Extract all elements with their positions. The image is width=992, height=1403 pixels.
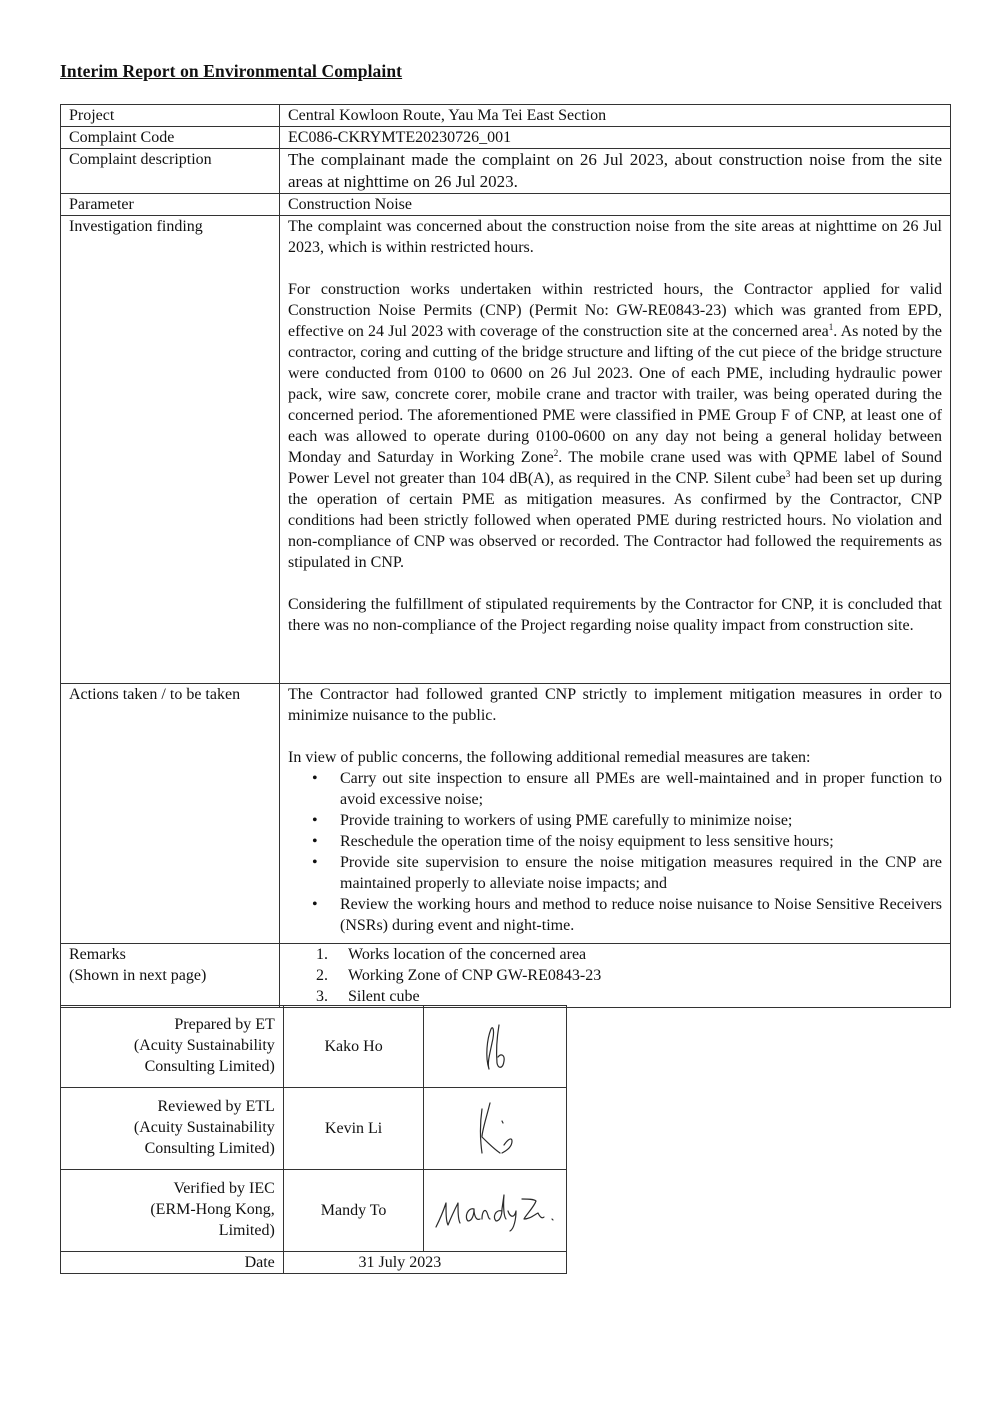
list-item (288, 944, 942, 965)
list-item (288, 894, 942, 936)
measure-text: Reschedule the operation time of the noisy equipment to less sensitive hours; (340, 833, 834, 850)
list-item (288, 852, 942, 894)
row-parameter (61, 194, 951, 216)
investigation-finding-value (280, 216, 951, 684)
list-item (288, 831, 942, 852)
list-item (288, 768, 942, 810)
bullet-icon: • (312, 833, 318, 850)
role-line: (ERM-Hong Kong, (150, 1201, 275, 1218)
remarks-value (280, 944, 951, 1008)
complaint-description-value: The complainant made the complaint on 26 Jul 2023, about construction noise from the site areas at nighttime on 26 Jul 2023. (280, 149, 951, 194)
measure-text: Provide training to workers of using PME carefully to minimize noise; (340, 812, 793, 829)
date-value: 31 July 2023 (283, 1252, 566, 1274)
footnote-ref-1: 1 (828, 322, 834, 332)
date-row (61, 1252, 567, 1274)
signatory-row (61, 1088, 567, 1170)
role-line: Consulting Limited) (144, 1140, 275, 1157)
complaint-code-value: EC086-CKRYMTE20230726_001 (280, 127, 951, 149)
actions-value (280, 684, 951, 944)
signatory-name: Kevin Li (283, 1088, 424, 1170)
footnote-ref-2: 2 (553, 448, 559, 458)
finding-text: had been set up during the operation of certain PME as mitigation measures. As confirmed by the Contractor, CNP conditions had been strictly followed when operated PME during restricted hours. No violation and non-compliance of CNP was observed or recorded. The Contractor had followed the requirements as stipulated in CNP. (288, 470, 942, 571)
actions-paragraph-2: In view of public concerns, the following additional remedial measures are taken: (288, 749, 811, 766)
investigation-finding-label: Investigation finding (61, 216, 280, 684)
signatory-role (61, 1006, 284, 1088)
signatory-role (61, 1088, 284, 1170)
complaint-code-label: Complaint Code (61, 127, 280, 149)
finding-paragraph-2 (288, 279, 942, 573)
item-number: 2. (316, 967, 328, 984)
bullet-icon: • (312, 896, 318, 913)
signature-cell (424, 1006, 567, 1088)
list-item (288, 965, 942, 986)
signature-cell (424, 1088, 567, 1170)
role-line: Prepared by ET (174, 1016, 275, 1033)
remarks-label-cell (61, 944, 280, 1008)
project-value: Central Kowloon Route, Yau Ma Tei East Section (280, 105, 951, 127)
role-line: (Acuity Sustainability (133, 1037, 275, 1054)
finding-text: . The mobile crane used was with QPME label of Sound Power Level not greater than 104 dB(A), as required in the CNP. Silent cube (288, 449, 942, 487)
measure-text: Carry out site inspection to ensure all PMEs are well-maintained and in proper function to avoid excessive noise; (340, 770, 942, 808)
signature-icon (465, 1017, 525, 1077)
role-line: Reviewed by ETL (157, 1098, 275, 1115)
remarks-label: Remarks (69, 946, 126, 963)
finding-text: . As noted by the contractor, coring and cutting of the bridge structure and lifting of the cut piece of the bridge structure were conducted from 0100 to 0600 on 26 Jul 2023. One of each PME, including hydraulic power pack, wire saw, concrete corer, mobile crane and tractor with trailer, was being operated during the concerned period. The aforementioned PME were classified in PME Group F of CNP, at least one of each was allowed to operate during 0100-0600 on any day not being a general holiday between Monday and Saturday in Working Zone (288, 323, 942, 466)
date-label: Date (61, 1252, 284, 1274)
signature-icon (460, 1097, 530, 1161)
signatory-row (61, 1006, 567, 1088)
remarks-list (288, 944, 942, 1007)
complaint-table (60, 104, 951, 1008)
signature-icon (430, 1189, 560, 1233)
bullet-icon: • (312, 854, 318, 871)
remark-text: Silent cube (348, 988, 420, 1005)
finding-text: For construction works undertaken within restricted hours, the Contractor applied for valid Construction Noise Permits (CNP) (Permit No: GW-RE0843-23) which was granted from EPD, effective on 24 Jul 2023 with coverage of the construction site at the concerned area (288, 281, 942, 340)
signature-cell (424, 1170, 567, 1252)
finding-paragraph-1: The complaint was concerned about the construction noise from the site areas at nighttime on 26 Jul 2023, which is within restricted hours. (288, 218, 942, 256)
signatory-name: Mandy To (283, 1170, 424, 1252)
document-title: Interim Report on Environmental Complaint (60, 61, 403, 81)
parameter-label: Parameter (61, 194, 280, 216)
actions-paragraph-1: The Contractor had followed granted CNP strictly to implement mitigation measures in order to minimize nuisance to the public. (288, 686, 942, 724)
footnote-ref-3: 3 (785, 469, 791, 479)
role-line: Limited) (218, 1222, 275, 1239)
item-number: 3. (316, 988, 328, 1005)
parameter-value: Construction Noise (280, 194, 951, 216)
finding-paragraph-3: Considering the fulfillment of stipulated requirements by the Contractor for CNP, it is concluded that there was no non-compliance of the Project regarding noise quality impact from construction site. (288, 596, 942, 634)
signatory-row (61, 1170, 567, 1252)
project-label: Project (61, 105, 280, 127)
row-complaint-description (61, 149, 951, 194)
item-number: 1. (316, 946, 328, 963)
signatory-name: Kako Ho (283, 1006, 424, 1088)
row-complaint-code (61, 127, 951, 149)
list-item (288, 986, 942, 1007)
measure-text: Provide site supervision to ensure the noise mitigation measures required in the CNP are maintained properly to alleviate noise impacts; and (340, 854, 942, 892)
signatory-role (61, 1170, 284, 1252)
row-remarks (61, 944, 951, 1008)
list-item (288, 810, 942, 831)
measure-text: Review the working hours and method to reduce noise nuisance to Noise Sensitive Receivers (NSRs) during event and night-time. (340, 896, 942, 934)
remarks-sublabel: (Shown in next page) (69, 967, 207, 984)
actions-label: Actions taken / to be taken (61, 684, 280, 944)
role-line: (Acuity Sustainability (133, 1119, 275, 1136)
remedial-measures-list (288, 768, 942, 936)
row-project (61, 105, 951, 127)
bullet-icon: • (312, 770, 318, 787)
remark-text: Working Zone of CNP GW-RE0843-23 (348, 967, 602, 984)
role-line: Verified by IEC (173, 1180, 275, 1197)
row-investigation-finding (61, 216, 951, 684)
remark-text: Works location of the concerned area (348, 946, 587, 963)
complaint-description-label: Complaint description (61, 149, 280, 194)
bullet-icon: • (312, 812, 318, 829)
signature-table (60, 1005, 567, 1274)
row-actions (61, 684, 951, 944)
role-line: Consulting Limited) (144, 1058, 275, 1075)
